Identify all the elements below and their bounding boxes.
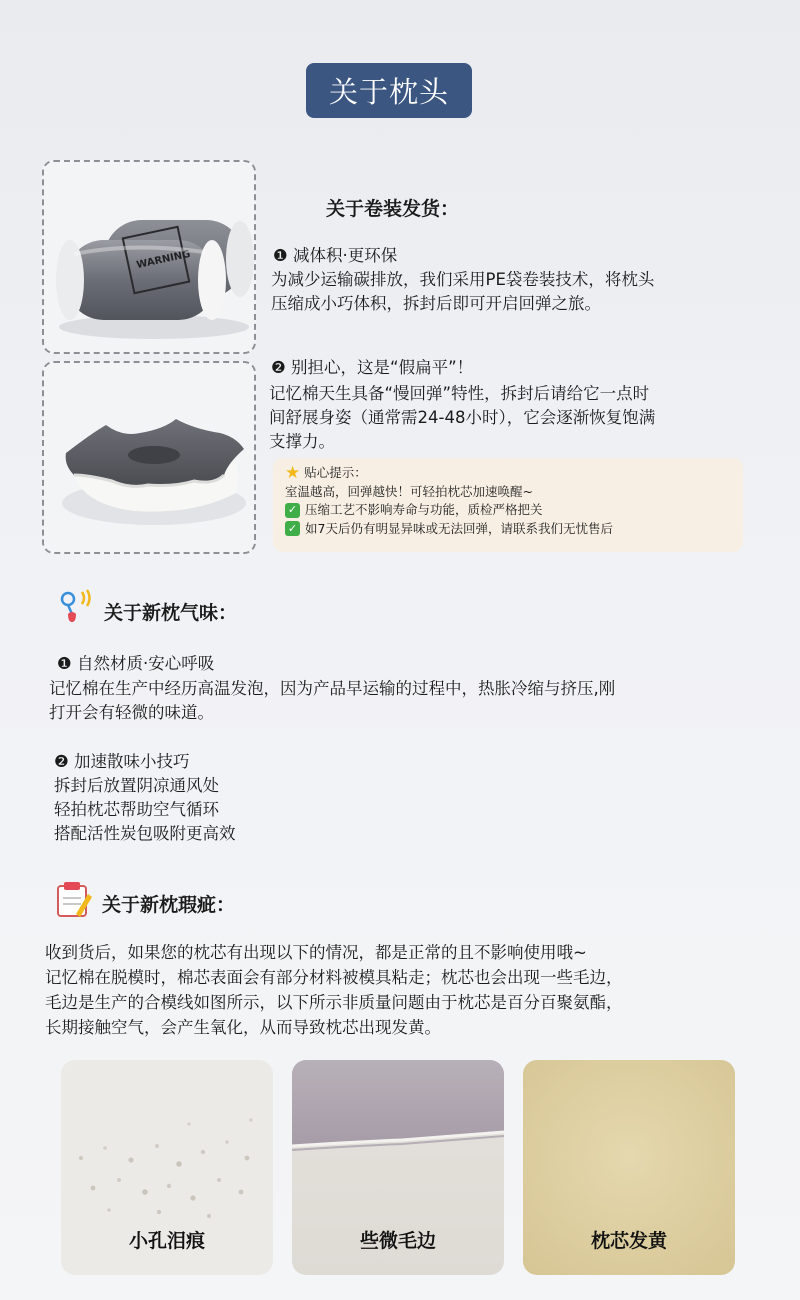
smell-point1-line: 记忆棉在生产中经历高温发泡，因为产品早运输的过程中，热胀冷缩与挤压,刚: [49, 679, 616, 698]
shipping-point2-title: ❷ 别担心，这是“假扁平”！: [271, 358, 474, 377]
smell-icon: [56, 586, 96, 626]
smell-point2-line: 搭配活性炭包吸附更高效: [54, 824, 236, 843]
flaw-heading: 关于新枕瑕疵：: [102, 894, 236, 916]
inspection-icon: [52, 880, 94, 920]
flaw-line: 记忆棉在脱模时，棉芯表面会有部分材料被模具粘走；枕芯也会出现一些毛边，: [45, 968, 623, 987]
flaw-card-label: 枕芯发黄: [590, 1230, 667, 1252]
smell-heading: 关于新枕气味：: [104, 602, 238, 624]
rolled-pillow-photo: [42, 160, 256, 354]
flaw-card-label: 小孔泪痕: [128, 1230, 205, 1252]
smell-point2-line: 拆封后放置阴凉通风处: [54, 776, 219, 795]
shipping-point2-line: 间舒展身姿（通常需24-48小时），它会逐渐恢复饱满: [269, 408, 656, 427]
flaw-line: 收到货后，如果您的枕芯有出现以下的情况，都是正常的且不影响使用哦~: [45, 943, 587, 962]
shipping-point1-title: ❶ 减体积·更环保: [273, 246, 398, 265]
flaw-card-burr: [292, 1060, 504, 1275]
flaw-card-label: 些微毛边: [359, 1230, 436, 1252]
flaw-card-holes: [61, 1060, 273, 1275]
smell-point2-title: ❷ 加速散味小技巧: [54, 752, 190, 771]
star-icon: ★: [285, 463, 301, 484]
smell-point1-title: ❶ 自然材质·安心呼吸: [57, 654, 215, 673]
flaw-line: 毛边是生产的合模线如图所示，以下所示非质量问题由于枕芯是百分百聚氨酯，: [45, 993, 623, 1012]
smell-point1-line: 打开会有轻微的味道。: [49, 703, 214, 722]
shipping-point2-line: 记忆棉天生具备“慢回弹”特性，拆封后请给它一点时: [269, 384, 650, 403]
tips-check-line: 如7天后仍有明显异味或无法回弹，请联系我们无忧售后: [305, 520, 613, 536]
flaw-card-yellowing: [523, 1060, 735, 1275]
rolled-pillow-image: [44, 162, 254, 352]
shipping-point1-line: 压缩成小巧体积，拆封后即可开启回弹之旅。: [271, 294, 601, 313]
pillow-photo: [42, 361, 256, 554]
check-icon: ✓: [285, 521, 300, 536]
shipping-point1-line: 为减少运输碳排放，我们采用PE袋卷装技术，将枕头: [271, 270, 655, 289]
tips-line: 室温越高，回弹越快！可轻拍枕芯加速唤醒~: [285, 483, 533, 499]
shipping-heading: 关于卷装发货：: [326, 198, 460, 220]
check-icon: ✓: [285, 503, 300, 518]
tips-title: 贴心提示：: [304, 465, 367, 480]
flaw-line: 长期接触空气，会产生氧化，从而导致枕芯出现发黄。: [45, 1018, 441, 1037]
smell-point2-line: 轻拍枕芯帮助空气循环: [54, 800, 219, 819]
pillow-image: [44, 363, 254, 552]
tips-box: [273, 458, 743, 552]
warning-print: WARNING: [135, 248, 192, 272]
tips-check-line: 压缩工艺不影响寿命与功能，质检严格把关: [305, 502, 543, 517]
shipping-point2-line: 支撑力。: [269, 432, 335, 451]
section-title-banner: 关于枕头: [306, 63, 472, 118]
